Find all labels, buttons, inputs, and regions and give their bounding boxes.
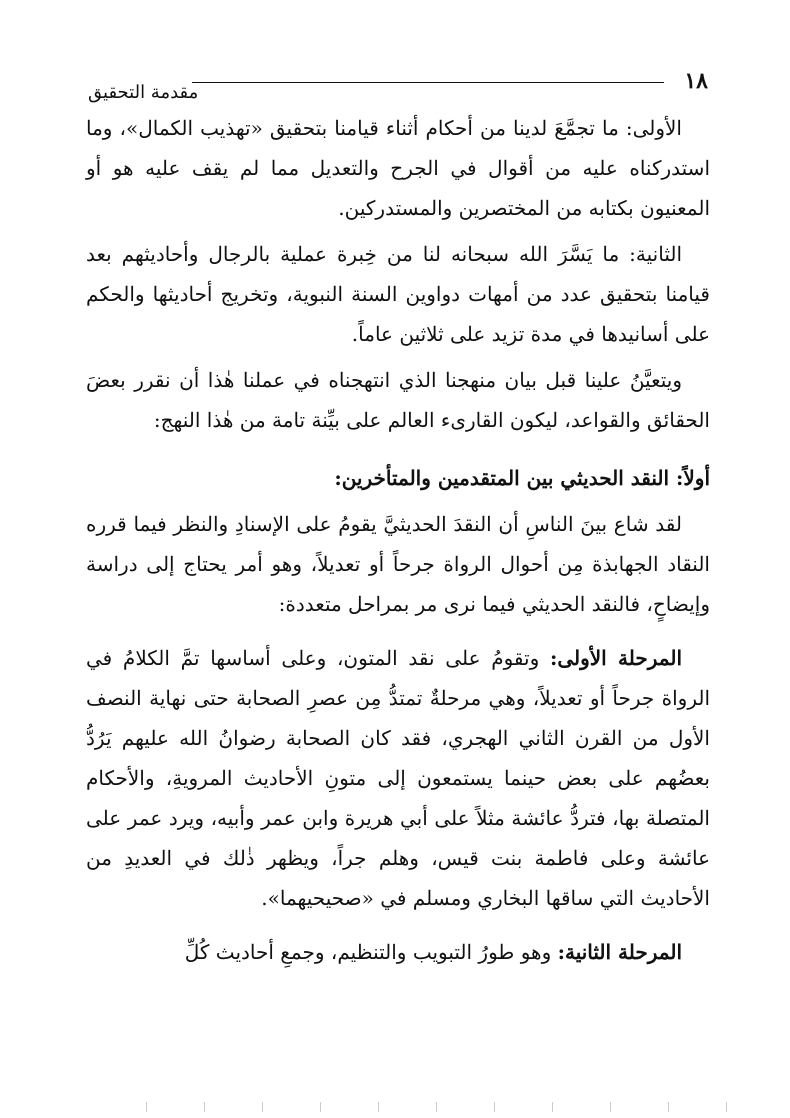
paragraph-criticism: لقد شاع بينَ الناسِ أن النقدَ الحديثيَّ يقومُ على الإسنادِ والنظر فيما قرره النقاد الجهابذة مِن أحوال الرواة جرحاً أو تعديلاً، وهو أمر يحتاج إلى دراسة وإيضاحٍ، فالنقد الحديثي فيما نرى مر بمراحل متعددة: <box>86 512 710 616</box>
page-number: ١٨ <box>684 68 708 94</box>
section-heading: أولاً: النقد الحديثي بين المتقدمين والمتأخرين: <box>334 466 710 490</box>
stage-one-text: وتقومُ على نقد المتون، وعلى أساسها تمَّ الكلامُ في الرواة جرحاً أو تعديلاً، وهي مرحلةٌ تمتدُّ مِن عصرِ الصحابة حتى نهاية النصف الأول من القرن الثاني الهجري، فقد كان الصحابة رضوانُ الله عليهم يَرُدُّ بعضُهم على بعض حينما يستمعون إلى متونِ الأحاديث المرويةِ، والأحكام المتصلة بها، فتردُّ عائشة مثلاً على أبي هريرة وابن عمر وأبيه، ويرد عمر على عائشة وعلى فاطمة بنت قيس، وهلم جراً، ويظهر ذٰلك في العديدِ من الأحاديث التي ساقها البخاري ومسلم في «صحيحيهما». <box>86 646 710 910</box>
body-text <box>86 108 710 972</box>
paragraph-introduction: ويتعيَّنُ علينا قبل بيان منهجنا الذي انتهجناه في عملنا هٰذا أن نقرر بعضَ الحقائق والقواعد، ليكون القارىء العالم على بيِّنة تامة من هٰذا النهج: <box>86 368 710 432</box>
paragraph-second-point: الثانية: ما يَسَّرَ الله سبحانه لنا من خِبرة عملية بالرجال وأحاديثهم بعد قيامنا بتحقيق عدد من أمهات دواوين السنة النبوية، وتخريج أحاديثها والحكم على أسانيدها في مدة تزيد على ثلاثين عاماً. <box>86 242 710 346</box>
stage-one-label: المرحلة الأولى: <box>549 646 682 670</box>
header-rule <box>192 82 664 83</box>
paragraph-stage-two <box>86 932 710 972</box>
paragraph-first-point: الأولى: ما تجمَّعَ لدينا من أحكام أثناء قيامنا بتحقيق «تهذيب الكمال»، وما استدركناه عليه من أقوال في الجرح والتعديل مما لم يقف عليه هو أو المعنيون بكتابه من المختصرين والمستدركين. <box>86 116 710 220</box>
page-header <box>88 68 708 104</box>
paragraph-stage-one <box>86 638 710 918</box>
stage-two-label: المرحلة الثانية: <box>557 940 682 964</box>
stage-two-text: وهو طورُ التبويب والتنظيم، وجمعِ أحاديث كُلِّ <box>184 940 558 964</box>
running-title: مقدمة التحقيق <box>88 82 199 103</box>
scan-edge-marks <box>110 1102 750 1112</box>
